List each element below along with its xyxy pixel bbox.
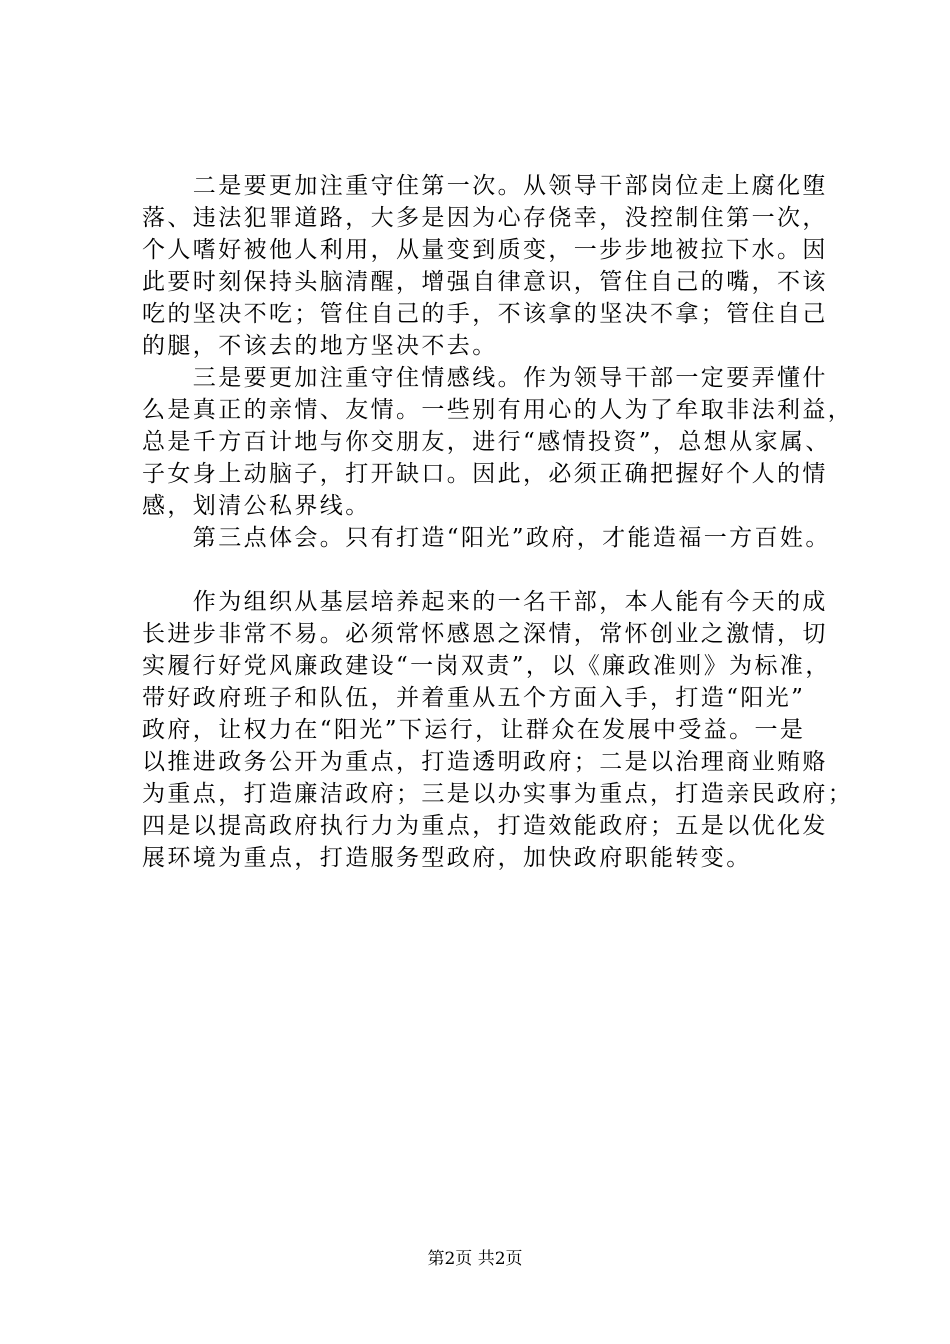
text-line: 落、违法犯罪道路，大多是因为心存侥幸，没控制住第一次， — [142, 205, 828, 231]
paragraph-guard-emotion-line — [142, 362, 862, 522]
text-line: 么是真正的亲情、友情。一些别有用心的人为了牟取非法利益， — [142, 397, 854, 423]
text-line: 实履行好党风廉政建设“一岗双责”，以《廉政准则》为标准， — [142, 653, 831, 679]
text-line: 三是要更加注重守住情感线。作为领导干部一定要弄懂什 — [142, 365, 828, 391]
text-line: 的腿，不该去的地方坚决不去。 — [142, 333, 498, 359]
text-line: 作为组织从基层培养起来的一名干部，本人能有今天的成 — [142, 589, 828, 615]
page-number-footer: 第2页 共2页 — [427, 1249, 523, 1269]
text-line: 以推进政务公开为重点，打造透明政府；二是以治理商业贿赂 — [142, 749, 828, 775]
text-line: 总是千方百计地与你交朋友，进行“感情投资”，总想从家属、 — [142, 429, 831, 455]
text-line: 个人嗜好被他人利用，从量变到质变，一步步地被拉下水。因 — [142, 237, 828, 263]
document-body — [142, 170, 862, 874]
text-line: 此要时刻保持头脑清醒，增强自律意识，管住自己的嘴，不该 — [142, 269, 828, 295]
text-line: 子女身上动脑子，打开缺口。因此，必须正确把握好个人的情 — [142, 461, 828, 487]
text-line: 政府，让权力在“阳光”下运行，让群众在发展中受益。一是 — [142, 717, 806, 743]
text-line: 第三点体会。只有打造“阳光”政府，才能造福一方百姓。 — [142, 525, 831, 551]
text-line: 吃的坚决不吃；管住自己的手，不该拿的坚决不拿；管住自己 — [142, 301, 828, 327]
text-line: 带好政府班子和队伍，并着重从五个方面入手，打造“阳光” — [142, 685, 806, 711]
text-line: 为重点，打造廉洁政府；三是以办实事为重点，打造亲民政府； — [142, 781, 854, 807]
text-line: 感，划清公私界线。 — [142, 493, 371, 519]
text-line: 长进步非常不易。必须常怀感恩之深情，常怀创业之激情，切 — [142, 621, 828, 647]
paragraph-guard-first-time — [142, 170, 862, 362]
paragraph-third-insight — [142, 522, 862, 554]
text-line: 二是要更加注重守住第一次。从领导干部岗位走上腐化堕 — [142, 173, 828, 199]
text-line: 展环境为重点，打造服务型政府，加快政府职能转变。 — [142, 845, 752, 871]
paragraph-spacer — [142, 554, 862, 586]
text-line: 四是以提高政府执行力为重点，打造效能政府；五是以优化发 — [142, 813, 828, 839]
paragraph-sunshine-government — [142, 586, 862, 874]
